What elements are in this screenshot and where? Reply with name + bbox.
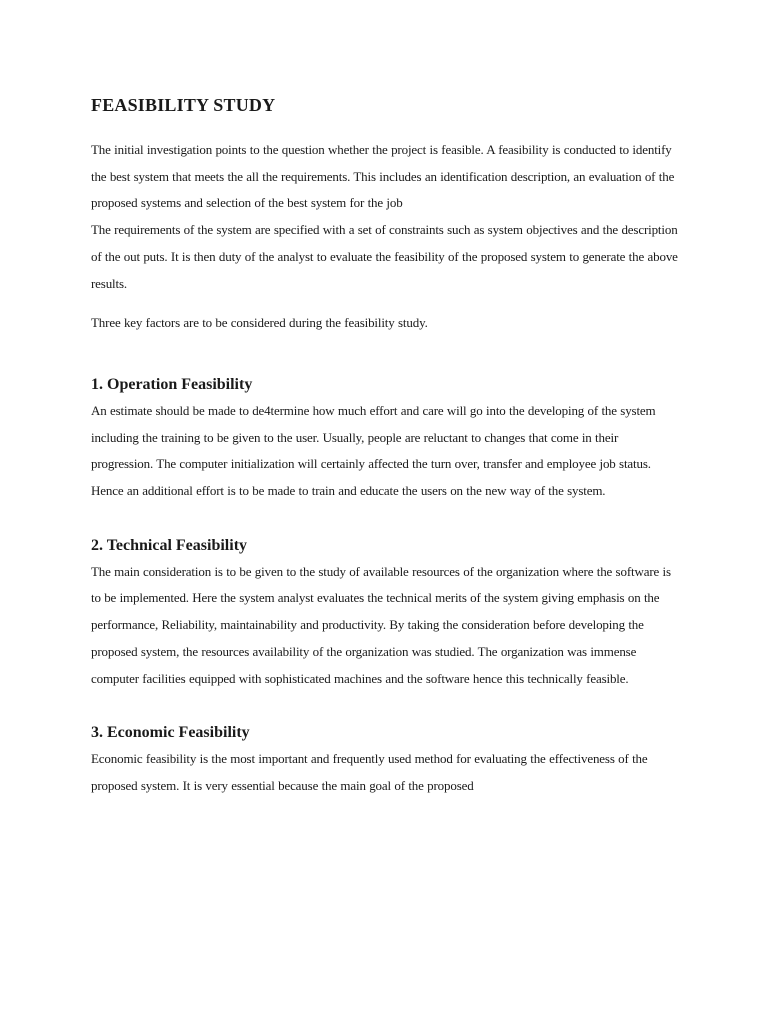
section-heading: 3. Economic Feasibility [91, 724, 250, 742]
section-heading: 2. Technical Feasibility [91, 536, 248, 554]
intro-paragraph-1: The initial investigation points to the question whether the project is feasible. A feasibility is conducted to identify the best system that meets the all the requirements. This includes an identification description, an evaluation of the proposed systems and selection of the best system for the job [91, 142, 675, 211]
intro-paragraph-2: The requirements of the system are specified with a set of constraints such as system objectives and the description of the out puts. It is then duty of the analyst to evaluate the feasibility of the proposed system to generate the above results. [91, 222, 678, 291]
page-title: FEASIBILITY STUDY [91, 95, 276, 115]
section-economic-feasibility [91, 720, 681, 799]
document-body [91, 92, 681, 800]
intro-paragraph-3: Three key factors are to be considered during the feasibility study. [91, 315, 428, 331]
section-operation-feasibility [91, 372, 681, 505]
section-body: The main consideration is to be given to the study of available resources of the organization where the software is to be implemented. Here the system analyst evaluates the technical merits of the system giving emphasis on the performance, Reliability, maintainability and productivity. By taking the consideration before developing the proposed system, the resources availability of the organization was studied. The organization was immense computer facilities equipped with sophisticated machines and the software hence this technically feasible. [91, 563, 671, 686]
section-technical-feasibility [91, 533, 681, 693]
section-heading: 1. Operation Feasibility [91, 375, 253, 393]
section-body: Economic feasibility is the most important and frequently used method for evaluating the effectiveness of the proposed system. It is very essential because the main goal of the proposed [91, 751, 648, 793]
section-body: An estimate should be made to de4termine how much effort and care will go into the developing of the system including the training to be given to the user. Usually, people are reluctant to changes that come in their progression. The computer initialization will certainly affected the turn over, transfer and employee job status. Hence an additional effort is to be made to train and educate the users on the new way of the system. [91, 402, 656, 499]
